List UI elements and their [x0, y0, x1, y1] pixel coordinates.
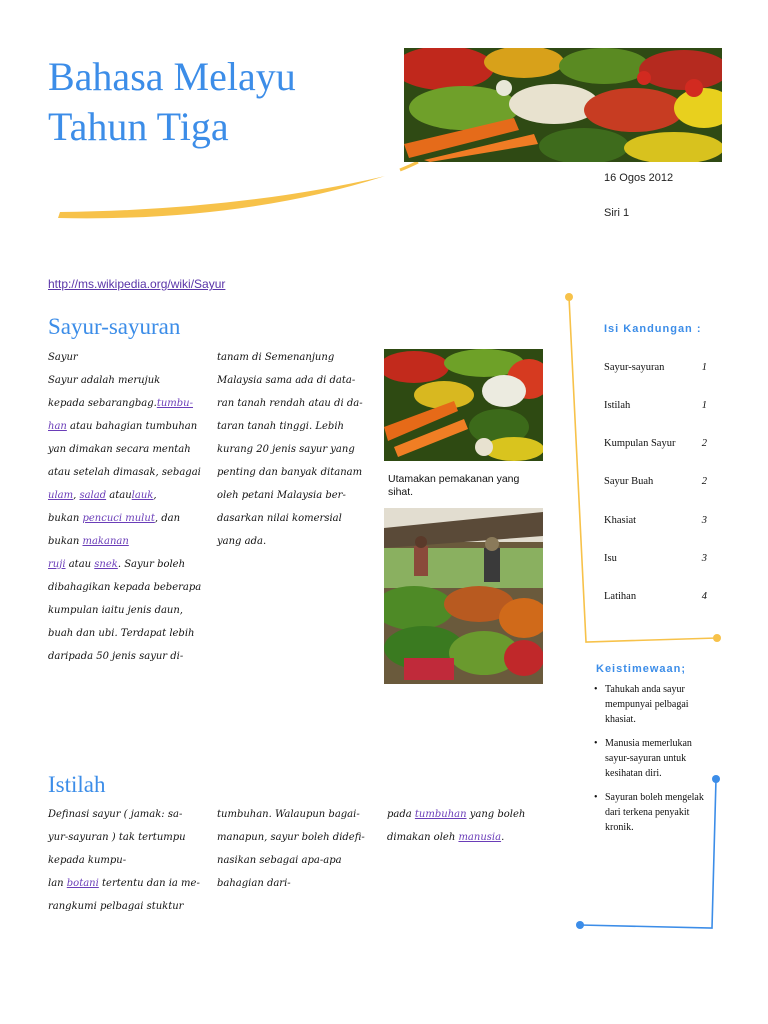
title-line-1: Bahasa Melayu: [48, 54, 296, 99]
link-salad[interactable]: salad: [79, 490, 107, 501]
link-snek[interactable]: snek: [94, 559, 118, 570]
toc-item-page: 2: [701, 438, 707, 449]
keistimewaan-list: [592, 682, 712, 844]
text-line: , dan: [154, 513, 181, 524]
market-stall-photo: [384, 508, 543, 684]
text-line: penting dan banyak ditanam: [217, 467, 363, 478]
toc-item-kumpulan-sayur[interactable]: [604, 438, 707, 449]
link-lauk[interactable]: lauk: [131, 490, 154, 501]
text-line: tumbuhan. Walaupun bagai-: [217, 809, 360, 820]
issue-date: 16 Ogos 2012: [604, 172, 674, 184]
toc-item-label: Kumpulan Sayur: [604, 438, 676, 449]
text-line: yur-sayuran ) tak tertumpu: [48, 832, 186, 843]
text-line: Definasi sayur ( jamak: sa-: [48, 809, 183, 820]
toc-item-sayur-buah[interactable]: [604, 476, 707, 487]
istilah-column-1: [48, 803, 213, 918]
link-makanan-ruji-cont[interactable]: ruji: [48, 559, 66, 570]
text-line: atau: [106, 490, 132, 501]
newsletter-title: [48, 52, 296, 152]
text-line: kepada kumpu-: [48, 855, 127, 866]
link-makanan-ruji[interactable]: makanan: [82, 536, 129, 547]
toc-item-page: 2: [701, 476, 707, 487]
text-separator: ,: [73, 490, 80, 501]
vegetables-photo: [384, 349, 543, 461]
toc-heading: Isi Kandungan :: [604, 323, 702, 335]
text-line: bukan: [48, 513, 83, 524]
source-link[interactable]: http://ms.wikipedia.org/wiki/Sayur: [48, 277, 226, 291]
text-line: .: [501, 832, 505, 843]
text-line: kumpulan iaitu jenis daun,: [48, 605, 183, 616]
toc-item-page: 3: [701, 553, 707, 564]
keistimewaan-heading: Keistimewaan;: [596, 663, 687, 675]
text-line: Sayur adalah merujuk: [48, 375, 161, 386]
sayur-column-2: [217, 346, 377, 553]
istilah-column-3: [387, 803, 552, 849]
text-line: atau bahagian tumbuhan: [66, 421, 198, 432]
hero-vegetable-banner: [404, 48, 722, 162]
list-item: • Manusia memerlukan sayur-sayuran untuk kesihatan diri.: [592, 736, 712, 781]
text-line: ,: [153, 490, 157, 501]
toc-item-label: Latihan: [604, 591, 637, 602]
toc-item-label: Sayur-sayuran: [604, 362, 665, 373]
link-tumbuhan[interactable]: tumbu-: [156, 398, 193, 409]
link-ulam[interactable]: ulam: [48, 490, 74, 501]
subhead-sayur: Sayur: [48, 352, 78, 363]
text-line: tanam di Semenanjung: [217, 352, 335, 363]
text-line: taran tanah tinggi. Lebih: [217, 421, 344, 432]
link-tumbuhan-istilah[interactable]: tumbuhan: [414, 809, 467, 820]
text-line: yang boleh: [466, 809, 526, 820]
istilah-section-heading: Istilah: [48, 772, 106, 797]
istilah-column-2: [217, 803, 377, 895]
text-line: kepada sebarangbag.: [48, 398, 157, 409]
text-line: dibahagikan kepada beberapa: [48, 582, 202, 593]
text-line: yan dimakan secara mentah: [48, 444, 191, 455]
toc-item-latihan[interactable]: [604, 591, 707, 602]
text-line: tertentu dan ia me-: [98, 878, 200, 889]
text-line: atau: [65, 559, 95, 570]
photo-caption: Utamakan pemakanan yang sihat.: [388, 473, 520, 498]
text-line: kurang 20 jenis sayur yang: [217, 444, 355, 455]
text-line: lan: [48, 878, 67, 889]
text-line: yang ada.: [217, 536, 267, 547]
toc-item-page: 4: [701, 591, 707, 602]
toc-item-label: Sayur Buah: [604, 476, 654, 487]
link-manusia[interactable]: manusia: [458, 832, 502, 843]
toc-item-isu[interactable]: [604, 553, 707, 564]
text-line: Malaysia sama ada di data-: [217, 375, 356, 386]
toc-item-label: Istilah: [604, 400, 631, 411]
link-pencuci-mulut[interactable]: pencuci mulut: [82, 513, 155, 524]
sayur-column-1: [48, 346, 213, 668]
link-tumbuhan-cont[interactable]: han: [48, 421, 67, 432]
text-line: bahagian dari-: [217, 878, 291, 889]
toc-item-khasiat[interactable]: [604, 515, 707, 526]
text-line: bukan: [48, 536, 83, 547]
text-line: dasarkan nilai komersial: [217, 513, 342, 524]
toc-item-label: Isu: [604, 553, 617, 564]
list-item: • Sayuran boleh mengelak dari terkena penyakit kronik.: [592, 790, 712, 835]
text-line: ran tanah rendah atau di da-: [217, 398, 363, 409]
text-line: rangkumi pelbagai stuktur: [48, 901, 184, 912]
sayur-section-heading: Sayur-sayuran: [48, 314, 181, 339]
link-botani[interactable]: botani: [66, 878, 99, 889]
text-line: manapun, sayur boleh didefi-: [217, 832, 365, 843]
text-line: nasikan sebagai apa-apa: [217, 855, 342, 866]
toc-item-label: Khasiat: [604, 515, 637, 526]
text-line: dimakan oleh: [387, 832, 459, 843]
text-line: . Sayur boleh: [117, 559, 186, 570]
text-line: buah dan ubi. Terdapat lebih: [48, 628, 195, 639]
toc-item-istilah[interactable]: [604, 400, 707, 411]
issue-number: Siri 1: [604, 207, 630, 219]
text-line: atau setelah dimasak, sebagai: [48, 467, 201, 478]
toc-item-page: 1: [701, 362, 707, 373]
toc-item-page: 1: [701, 400, 707, 411]
list-item: • Tahukah anda sayur mempunyai pelbagai khasiat.: [592, 682, 712, 727]
title-line-2: Tahun Tiga: [48, 104, 229, 149]
text-line: daripada 50 jenis sayur di-: [48, 651, 184, 662]
toc-item-sayur-sayuran[interactable]: [604, 362, 707, 373]
toc-item-page: 3: [701, 515, 707, 526]
text-line: oleh petani Malaysia ber-: [217, 490, 346, 501]
text-line: pada: [387, 809, 415, 820]
decorative-swoosh: [40, 160, 420, 230]
